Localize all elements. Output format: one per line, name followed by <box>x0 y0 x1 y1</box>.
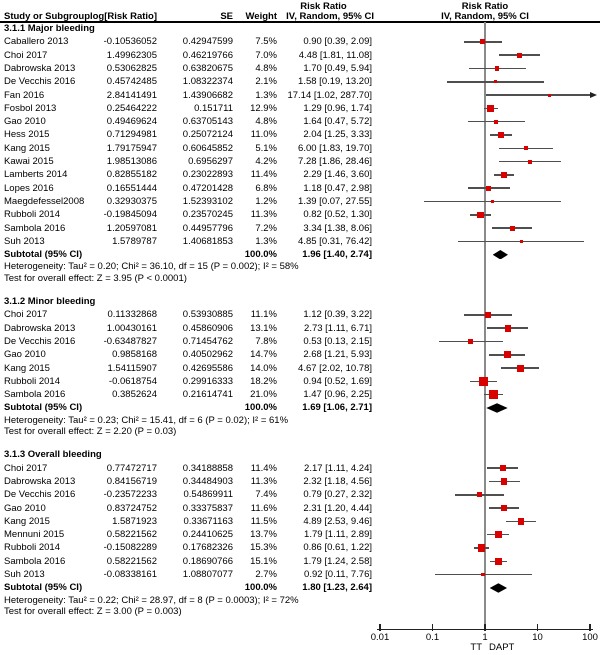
study-row <box>0 195 600 208</box>
se-value: 0.47201428 <box>182 182 233 194</box>
effect-marker <box>489 390 498 399</box>
log-risk-ratio-value: 1.98513086 <box>106 156 157 167</box>
effect-marker <box>501 505 507 511</box>
weight-value: 2.7% <box>255 569 277 580</box>
risk-ratio-ci-value: 7.28 [1.86, 28.46] <box>298 156 372 167</box>
study-row <box>0 182 600 195</box>
log-risk-ratio-value: -0.15082289 <box>103 542 157 554</box>
risk-ratio-ci-value: 0.90 [0.39, 2.09] <box>303 36 372 48</box>
se-value: 1.08807077 <box>182 569 233 580</box>
risk-ratio-ci-value: 0.82 [0.52, 1.30] <box>303 209 372 221</box>
se-value: 0.63705143 <box>182 116 233 128</box>
weight-value: 15.3% <box>250 542 277 554</box>
study-row <box>0 155 600 168</box>
study-name: Subtotal (95% CI) <box>4 402 83 414</box>
study-name: Gao 2010 <box>4 116 46 128</box>
risk-ratio-ci-value: 0.92 [0.11, 7.76] <box>304 569 372 580</box>
axis-tick <box>537 624 538 631</box>
log-risk-ratio-value: -0.63487827 <box>103 335 157 347</box>
weight-value: 100.0% <box>244 402 277 414</box>
study-row <box>0 308 600 321</box>
effect-marker <box>500 465 506 471</box>
se-value: 0.46219766 <box>182 49 233 61</box>
study-name: Choi 2017 <box>4 49 48 61</box>
se-value: 0.42947599 <box>182 36 233 48</box>
study-row <box>0 568 600 581</box>
log-risk-ratio-value: 0.9858168 <box>112 349 157 361</box>
section-title: 3.1.1 Major bleeding <box>4 23 95 34</box>
study-row <box>0 102 600 115</box>
se-value: 0.17682326 <box>182 542 233 554</box>
risk-ratio-ci-value: 0.53 [0.13, 2.15] <box>303 335 372 347</box>
header-log-risk-ratio: log[Risk Ratio] <box>89 10 157 22</box>
section-title-row <box>0 448 600 461</box>
weight-value: 7.8% <box>255 335 277 347</box>
overall-effect-text: Test for overall effect: Z = 3.00 (P = 0.003) <box>4 605 182 617</box>
weight-value: 11.4% <box>250 169 277 181</box>
risk-ratio-ci-value: 0.86 [0.61, 1.22] <box>303 542 372 554</box>
study-row <box>0 388 600 401</box>
se-value: 0.34484903 <box>182 475 233 487</box>
effect-marker <box>468 339 473 344</box>
study-row <box>0 35 600 48</box>
log-risk-ratio-value: 0.71294981 <box>106 129 157 141</box>
effect-marker <box>495 558 502 565</box>
se-value: 0.25072124 <box>182 129 233 141</box>
log-risk-ratio-value: 0.84156719 <box>106 475 157 487</box>
effect-marker <box>505 325 512 332</box>
study-row <box>0 208 600 221</box>
weight-value: 11.4% <box>250 462 277 474</box>
se-value: 0.21614741 <box>182 389 233 401</box>
axis-tick-label: 100 <box>582 632 598 643</box>
study-row <box>0 488 600 501</box>
header-risk-ratio-text-col: Risk Ratio <box>300 1 347 12</box>
axis-tick <box>432 624 433 631</box>
risk-ratio-ci-value: 1.47 [0.96, 2.25] <box>303 389 372 401</box>
risk-ratio-ci-value: 1.39 [0.07, 27.55] <box>298 195 372 207</box>
weight-value: 5.1% <box>255 142 277 154</box>
weight-value: 21.0% <box>250 389 277 401</box>
effect-marker <box>510 226 515 231</box>
study-row <box>0 128 600 141</box>
effect-marker <box>548 94 551 97</box>
study-name: Hess 2015 <box>4 129 50 141</box>
weight-value: 11.1% <box>250 309 277 321</box>
study-name: Fan 2016 <box>4 89 45 101</box>
subtotal-diamond <box>486 403 507 413</box>
subtotal-diamond <box>493 250 508 260</box>
risk-ratio-ci-value: 1.29 [0.96, 1.74] <box>303 102 372 114</box>
risk-ratio-ci-value: 0.94 [0.52, 1.69] <box>303 375 372 387</box>
weight-value: 11.0% <box>250 129 277 141</box>
axis-tick-label: 10 <box>532 632 543 643</box>
risk-ratio-ci-value: 6.00 [1.83, 19.70] <box>298 142 372 154</box>
risk-ratio-ci-value: 4.85 [0.31, 76.42] <box>298 235 372 247</box>
weight-value: 7.5% <box>255 36 277 48</box>
log-risk-ratio-value: -0.19845094 <box>103 209 157 221</box>
effect-marker <box>501 478 507 484</box>
se-value: 0.23570245 <box>182 209 233 221</box>
log-risk-ratio-value: 0.58221562 <box>106 555 157 567</box>
risk-ratio-ci-value: 3.34 [1.38, 8.06] <box>303 222 372 234</box>
log-risk-ratio-value: 1.5789787 <box>112 235 157 247</box>
se-value: 0.24410625 <box>182 529 233 541</box>
weight-value: 4.8% <box>255 62 277 74</box>
se-value: 0.60645852 <box>182 142 233 154</box>
log-risk-ratio-value: 0.82855182 <box>106 169 157 181</box>
weight-value: 100.0% <box>244 249 277 261</box>
log-risk-ratio-value: 0.77472717 <box>106 462 157 474</box>
study-row <box>0 322 600 335</box>
study-name: Kang 2015 <box>4 142 50 154</box>
study-row <box>0 502 600 515</box>
se-value: 0.40502962 <box>182 349 233 361</box>
effect-marker <box>485 312 491 318</box>
section-title-row <box>0 22 600 35</box>
study-row <box>0 89 600 102</box>
axis-tick-label: 0.1 <box>425 632 440 643</box>
study-row <box>0 235 600 248</box>
se-value: 0.23022893 <box>182 169 233 181</box>
se-value: 1.40681853 <box>182 235 233 247</box>
weight-value: 100.0% <box>244 582 277 594</box>
study-name: Suh 2013 <box>4 569 45 580</box>
heterogeneity-text: Heterogeneity: Tau² = 0.23; Chi² = 15.41, df = 6 (P = 0.02); I² = 61% <box>4 414 289 426</box>
effect-marker <box>481 573 485 577</box>
se-value: 0.151711 <box>194 102 233 114</box>
risk-ratio-ci-value: 1.18 [0.47, 2.98] <box>303 182 372 194</box>
effect-marker <box>504 351 511 358</box>
header-risk-ratio-plot-col: Risk Ratio <box>461 1 509 12</box>
effect-marker <box>487 105 494 112</box>
se-value: 0.71454762 <box>182 335 233 347</box>
overall-effect-text: Test for overall effect: Z = 2.20 (P = 0.03) <box>4 425 177 437</box>
weight-value: 11.3% <box>250 209 277 221</box>
effect-marker <box>524 146 528 150</box>
study-row <box>0 515 600 528</box>
overall-effect-row <box>0 273 600 284</box>
risk-ratio-ci-value: 1.70 [0.49, 5.94] <box>303 62 372 74</box>
study-name: Choi 2017 <box>4 309 48 321</box>
effect-marker <box>491 200 494 203</box>
weight-value: 6.8% <box>255 182 277 194</box>
se-value: 1.43906682 <box>182 89 233 101</box>
header-ci-method-plot-col: IV, Random, 95% CI <box>441 10 529 22</box>
study-name: Lopes 2016 <box>4 182 54 194</box>
se-value: 1.08322374 <box>182 76 233 88</box>
subtotal-row <box>0 401 600 414</box>
risk-ratio-ci-value: 1.80 [1.23, 2.64] <box>302 582 372 594</box>
risk-ratio-ci-value: 2.32 [1.18, 4.56] <box>303 475 372 487</box>
log-risk-ratio-value: 0.11332868 <box>107 309 157 321</box>
study-name: Maegdefessel2008 <box>4 195 85 207</box>
study-row <box>0 462 600 475</box>
log-risk-ratio-value: 1.49962305 <box>106 49 157 61</box>
risk-ratio-ci-value: 1.58 [0.19, 13.20] <box>298 76 372 88</box>
effect-marker <box>528 160 532 164</box>
log-risk-ratio-value: 0.58221562 <box>106 529 157 541</box>
ci-line <box>486 94 591 96</box>
log-risk-ratio-value: 1.79175947 <box>106 142 157 154</box>
axis-tick-label: 1 <box>482 632 488 643</box>
log-risk-ratio-value: -0.23572233 <box>103 489 157 501</box>
study-name: Sambola 2016 <box>4 222 66 234</box>
effect-marker <box>495 66 499 70</box>
weight-value: 11.5% <box>250 515 277 527</box>
se-value: 0.6956297 <box>188 156 233 167</box>
risk-ratio-ci-value: 2.17 [1.11, 4.24] <box>304 462 372 474</box>
ci-arrow-right <box>590 92 597 98</box>
log-risk-ratio-value: -0.0618754 <box>108 375 157 387</box>
study-name: Kawai 2015 <box>4 156 54 167</box>
section-title: 3.1.3 Overall bleeding <box>4 449 102 461</box>
log-risk-ratio-value: -0.08338161 <box>103 569 157 580</box>
study-name: Rubboli 2014 <box>4 542 60 554</box>
header-se: SE <box>220 10 233 22</box>
study-row <box>0 475 600 488</box>
weight-value: 11.3% <box>250 475 277 487</box>
log-risk-ratio-value: 1.00430161 <box>106 322 157 334</box>
axis-tick <box>379 624 380 631</box>
se-value: 0.54869911 <box>183 489 233 501</box>
section-title-row <box>0 295 600 308</box>
study-name: Mennuni 2015 <box>4 529 65 541</box>
weight-value: 18.2% <box>250 375 277 387</box>
study-name: Subtotal (95% CI) <box>4 249 83 261</box>
se-value: 0.33671163 <box>183 515 233 527</box>
section-title: 3.1.2 Minor bleeding <box>4 296 96 307</box>
log-risk-ratio-value: -0.10536052 <box>103 36 157 48</box>
log-risk-ratio-value: 0.45742485 <box>106 76 157 88</box>
se-value: 0.18690766 <box>182 555 233 567</box>
heterogeneity-row <box>0 415 600 426</box>
axis-tick <box>589 624 590 631</box>
study-name: Fosbol 2013 <box>4 102 57 114</box>
study-row <box>0 541 600 554</box>
study-name: Lamberts 2014 <box>4 169 68 181</box>
weight-value: 2.1% <box>255 76 277 88</box>
study-name: Subtotal (95% CI) <box>4 582 83 594</box>
subtotal-row <box>0 248 600 261</box>
effect-marker <box>477 212 483 218</box>
heterogeneity-row <box>0 595 600 606</box>
header-ci-method-text-col: IV, Random, 95% CI <box>286 10 374 22</box>
overall-effect-text: Test for overall effect: Z = 3.95 (P < 0.0001) <box>4 272 187 284</box>
study-name: Sambola 2016 <box>4 555 66 567</box>
risk-ratio-ci-value: 2.68 [1.21, 5.93] <box>303 349 372 361</box>
study-row <box>0 62 600 75</box>
risk-ratio-ci-value: 1.12 [0.39, 3.22] <box>303 309 372 321</box>
effect-marker <box>494 120 498 124</box>
study-name: Kang 2015 <box>4 515 50 527</box>
study-row <box>0 335 600 348</box>
axis-left-group-label: TT <box>470 642 482 653</box>
study-name: Gao 2010 <box>4 502 46 514</box>
heterogeneity-row <box>0 261 600 272</box>
risk-ratio-ci-value: 2.73 [1.11, 6.71] <box>304 322 372 334</box>
weight-value: 1.3% <box>255 89 277 101</box>
study-name: Gao 2010 <box>4 349 46 361</box>
weight-value: 15.1% <box>250 555 277 567</box>
risk-ratio-ci-value: 1.96 [1.40, 2.74] <box>302 249 372 261</box>
study-name: Suh 2013 <box>4 235 45 247</box>
study-row <box>0 142 600 155</box>
effect-marker <box>477 492 482 497</box>
study-row <box>0 555 600 568</box>
study-row <box>0 75 600 88</box>
axis-tick-label: 0.01 <box>370 632 390 643</box>
risk-ratio-ci-value: 4.48 [1.81, 11.08] <box>298 49 372 61</box>
effect-marker <box>480 39 485 44</box>
risk-ratio-ci-value: 0.79 [0.27, 2.32] <box>303 489 372 501</box>
header-weight: Weight <box>245 10 277 22</box>
study-row <box>0 528 600 541</box>
se-value: 0.34188858 <box>182 462 233 474</box>
log-risk-ratio-value: 0.49469624 <box>106 116 157 128</box>
study-name: Rubboli 2014 <box>4 209 60 221</box>
study-row <box>0 168 600 181</box>
weight-value: 1.3% <box>255 235 277 247</box>
effect-marker <box>517 365 524 372</box>
weight-value: 14.7% <box>250 349 277 361</box>
effect-marker <box>495 531 502 538</box>
weight-value: 13.7% <box>250 529 277 541</box>
risk-ratio-ci-value: 1.64 [0.47, 5.72] <box>303 116 372 128</box>
weight-value: 4.2% <box>255 156 277 167</box>
log-risk-ratio-value: 0.32930375 <box>106 195 157 207</box>
study-row <box>0 115 600 128</box>
study-row <box>0 49 600 62</box>
risk-ratio-ci-value: 17.14 [1.02, 287.70] <box>287 89 372 101</box>
log-risk-ratio-value: 1.5871923 <box>112 515 157 527</box>
se-value: 0.63820675 <box>182 62 233 74</box>
se-value: 0.33375837 <box>182 502 233 514</box>
se-value: 0.29916333 <box>182 375 233 387</box>
log-risk-ratio-value: 0.3852624 <box>112 389 157 401</box>
effect-marker <box>501 172 507 178</box>
effect-marker <box>494 80 497 83</box>
study-row <box>0 348 600 361</box>
effect-marker <box>518 518 524 524</box>
overall-effect-row <box>0 606 600 617</box>
effect-marker <box>486 186 491 191</box>
effect-marker <box>498 132 504 138</box>
study-name: De Vecchis 2016 <box>4 335 76 347</box>
risk-ratio-ci-value: 4.89 [2.53, 9.46] <box>303 515 372 527</box>
weight-value: 14.0% <box>250 362 277 374</box>
study-row <box>0 222 600 235</box>
risk-ratio-ci-value: 2.29 [1.46, 3.60] <box>303 169 372 181</box>
weight-value: 4.8% <box>255 116 277 128</box>
weight-value: 7.0% <box>255 49 277 61</box>
effect-marker <box>517 53 522 58</box>
se-value: 1.52393102 <box>182 195 233 207</box>
se-value: 0.45860906 <box>182 322 233 334</box>
risk-ratio-ci-value: 1.79 [1.24, 2.58] <box>303 555 372 567</box>
risk-ratio-ci-value: 1.69 [1.06, 2.71] <box>302 402 372 414</box>
study-name: De Vecchis 2016 <box>4 76 76 88</box>
log-risk-ratio-value: 0.16551444 <box>106 182 157 194</box>
study-name: Caballero 2013 <box>4 36 69 48</box>
study-row <box>0 375 600 388</box>
study-name: Rubboli 2014 <box>4 375 60 387</box>
se-value: 0.42695586 <box>182 362 233 374</box>
effect-marker <box>479 377 487 385</box>
effect-marker <box>478 544 486 552</box>
overall-effect-row <box>0 426 600 437</box>
heterogeneity-text: Heterogeneity: Tau² = 0.20; Chi² = 36.10, df = 15 (P = 0.002); I² = 58% <box>4 261 299 273</box>
log-risk-ratio-value: 0.83724752 <box>106 502 157 514</box>
risk-ratio-ci-value: 4.67 [2.02, 10.78] <box>298 362 372 374</box>
weight-value: 7.2% <box>255 222 277 234</box>
log-risk-ratio-value: 1.54115907 <box>107 362 157 374</box>
axis-right-group-label: DAPT <box>489 642 515 653</box>
weight-value: 1.2% <box>255 195 277 207</box>
study-row <box>0 362 600 375</box>
subtotal-row <box>0 581 600 594</box>
header-study-or-subgroup: Study or Subgroup <box>4 10 91 22</box>
log-risk-ratio-value: 0.25464222 <box>106 102 157 114</box>
log-risk-ratio-value: 2.84141491 <box>106 89 157 101</box>
log-risk-ratio-value: 1.20597081 <box>106 222 157 234</box>
weight-value: 12.9% <box>250 102 277 114</box>
risk-ratio-ci-value: 2.31 [1.20, 4.44] <box>303 502 372 514</box>
weight-value: 13.1% <box>250 322 277 334</box>
subtotal-diamond <box>490 583 507 593</box>
heterogeneity-text: Heterogeneity: Tau² = 0.22; Chi² = 28.97, df = 8 (P = 0.0003); I² = 72% <box>4 594 299 606</box>
log-risk-ratio-value: 0.53062825 <box>106 62 157 74</box>
study-name: Kang 2015 <box>4 362 50 374</box>
effect-marker <box>520 240 523 243</box>
study-name: De Vecchis 2016 <box>4 489 76 501</box>
se-value: 0.53930885 <box>182 309 233 321</box>
weight-value: 11.6% <box>250 502 277 514</box>
se-value: 0.44957796 <box>182 222 233 234</box>
study-name: Dabrowska 2013 <box>4 475 76 487</box>
risk-ratio-ci-value: 1.79 [1.11, 2.89] <box>304 529 372 541</box>
study-name: Sambola 2016 <box>4 389 66 401</box>
study-name: Dabrowska 2013 <box>4 322 76 334</box>
study-name: Choi 2017 <box>4 462 48 474</box>
axis-tick <box>484 624 485 631</box>
risk-ratio-ci-value: 2.04 [1.25, 3.33] <box>303 129 372 141</box>
weight-value: 7.4% <box>255 489 277 501</box>
study-name: Dabrowska 2013 <box>4 62 76 74</box>
